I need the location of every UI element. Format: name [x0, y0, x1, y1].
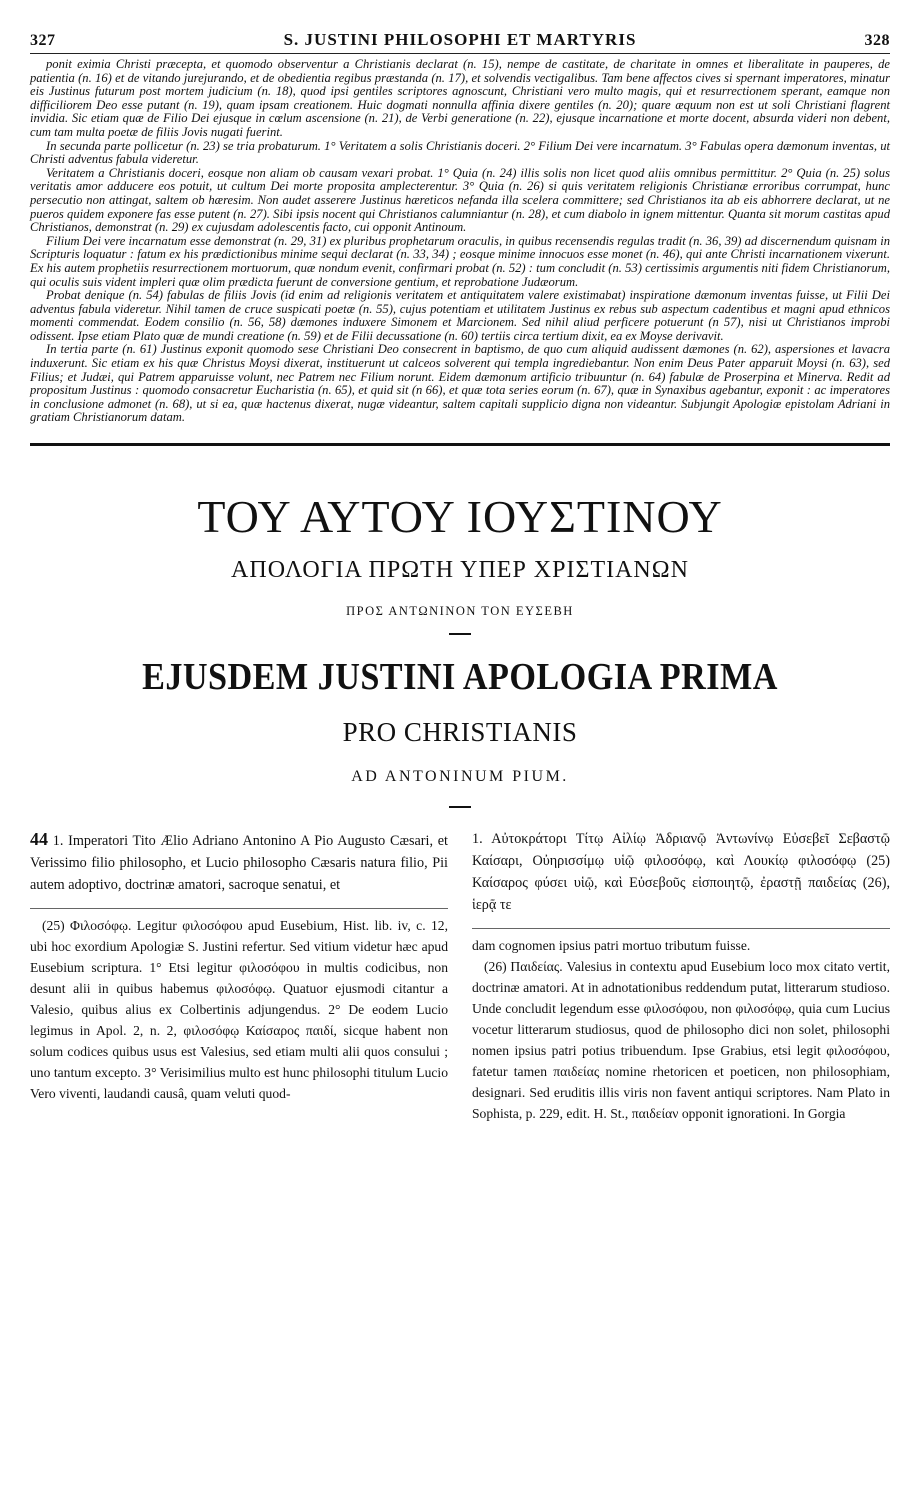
running-header [30, 30, 890, 54]
footnote-text: (26) Παιδείας. Valesius in contextu apud Eusebium loco mox citato vertit, doctrinæ amatori. At in adnotationibus reddendum putat, litterarum studioso. Unde concludit legendum esse φιλοσόφου, non φιλοσόφῳ, quia cum Lucius vocetur litterarum studiosus, quod de philosopho dici non solet, philosophi nomen ipsius patri potius tribuendum. Ipse Grabius, etsi legit φιλοσόφου, fatetur tamen παιδείας nomine rhetoricen et poeticen, non philosophiam, designari. Sed eruditis illis viris non favent antiqui scriptores. Nam Plato in Sophista, p. 229, edit. H. St., παιδείαν opponit ignorationi. In Gorgia [472, 959, 890, 1122]
greek-title: ΤΟΥ ΑΥΤΟΥ ΙΟΥΣΤΙΝΟΥ [197, 491, 723, 543]
footnote-26 [472, 935, 890, 1124]
latin-text-body: 1. Imperatori Tito Ælio Adriano Antonino A Pio Augusto Cæsari, et Verissimo filio philosopho, et Lucio philosopho Cæsaris natura filio, Pii autem adoptivo, doctrinæ amatori, sacroque senatui, et [30, 833, 448, 894]
greek-text: 1. Αὐτοκράτορι Τίτῳ Αἰλίῳ Ἀδριανῷ Ἀντωνίνῳ Εὐσεβεῖ Σεβαστῷ Καίσαρι, Οὐηρισσίμῳ υἱῷ φιλοσόφῳ, καὶ Λουκίῳ φιλοσόφῳ (25) Καίσαρος φύσει υἱῷ, καὶ Εὐσεβοῦς εἰσποιητῷ, ἐραστῇ παιδείας (26), ἱερᾷ τε [472, 831, 890, 914]
latin-text [30, 828, 448, 896]
summary-block [30, 58, 890, 425]
summary-paragraph: Probat denique (n. 54) fabulas de filiis Jovis (id enim ad religionis veritatem et antiquitatem valere existimabat) inspiratione dæmonum inventas fuisse, ut Filii Dei adventus fabula videretur. Nihil tamen de cruce suspicati poetæ (n. 55), cujus potentiam et utilitatem Justinus ex rebus sub aspectum cadentibus et magni apud ethnicos momenti commendat. Eodem consilio (n. 56, 58) dæmones induxere Simonem et Marcionem. Sed nihil aliud perficere potuerunt (n 57), nisi ut Christianos improbi odissent. Ipse etiam Plato quæ de mundi creatione (n. 59) et de Filii decussatione (n. 60) tertiis circa tertium dixit, ea ex Moyse derivavit. [30, 288, 890, 343]
title-block [30, 490, 890, 808]
summary-paragraph: In tertia parte (n. 61) Justinus exponit quomodo sese Christiani Deo consecrent in baptismo, de quo cum aliquid audissent dæmones (n. 62), aspersiones et lavacra induxerunt. Sic etiam ex his quæ Christus Moysi dixerat, instituerunt ut calceos solverent qui templa ingrediebantur. Non enim Deus Pater apparuit Moysi (n. 63), sed Filius; et Judæi, qui Patrem apparuisse volunt, nec Patrem nec Filium norunt. Eidem dæmonum artificio tribuuntur (n. 64) fabulæ de Proserpina et Minerva. Redit ad propositum Justinus : quomodo consacretur Eucharistia (n. 65), et quid sit (n 66), et quæ tota series eorum (n. 67), quæ in Synaxibus agebantur, exponit : ac imperatores in conclusione admonet (n. 68), ut si ea, quæ hactenus dixerat, nugæ videantur, saltem capitali supplicio digna non videantur. Subjungit Apologiæ epistolam Adriani in gratiam Christianorum datam. [30, 342, 890, 425]
latin-subtitle: PRO CHRISTIANIS [342, 717, 578, 748]
latin-title: EJUSDEM JUSTINI APOLOGIA PRIMA [142, 656, 778, 699]
footnote-text: (25) Φιλοσόφῳ. Legitur φιλοσόφου apud Eusebium, Hist. lib. iv, c. 12, ubi hoc exordium Apologiæ S. Justini refertur. Sed vitium videtur hæc apud Eusebium scriptura. 1° Etsi legitur φιλοσόφου in multis codicibus, non desunt alii in quibus habemus φιλοσόφῳ. Quatuor ejusmodi citantur a Valesio, quibus alius ex Colbertinis adjungendus. 2° De eodem Lucio legimus in Apol. 2, n. 2, φιλοσόφῳ Καίσαρος παιδί, sicque habent non solum codices quibus usus est Valesius, sed etiam multi alii quos consului ; uno tantum excepto. 3° Verisimilius multo est hunc philosophi titulum Lucio Vero viventi, laudandi causâ, quam veluti quod- [30, 918, 448, 1102]
summary-paragraph: In secunda parte pollicetur (n. 23) se tria probaturum. 1° Veritatem a solis Christianis doceri. 2° Filium Dei vere incarnatum. 3° Fabulas opera dæmonum inventas, ut Christi adventus fabula videretur. [30, 138, 890, 167]
latin-dedication: AD ANTONINUM PIUM. [351, 768, 569, 786]
greek-dedication: ΠΡΟΣ ΑΝΤΩΝΙΝΟΝ ΤΟΝ ΕΥΣΕΒΗ [346, 604, 574, 619]
footnote-rule [472, 928, 890, 929]
page [30, 30, 890, 1124]
summary-paragraph: ponit eximia Christi præcepta, et quomodo observentur a Christianis declarat (n. 15), nempe de castitate, de charitate in omnes et liberalitate in pauperes, de patientia (n. 16) et de vitando jurejurando, et de obedientia regibus præstanda (n. 17), et solvendis vectigalibus. Tam bene affectos cives si spernant imperatores, minatur eis Justinus futurum post mortem judicium (n. 18), quod ipsi gentiles scriptores agnoscunt, Christiani vero multo magis, qui et resurrectionem sperant, eamque non difficiliorem Deo esse putant (n. 19), quam ipsam creationem. Huic dogmati nonnulla affinia dixere gentiles (n. 20); quare æquum non est ut soli Christiani flagrent invidia. Sic etiam quæ de Filio Dei ejusque in cœlum ascensione (n. 21), de Verbi generatione (n. 22), ejusque incarnatione et morte docent, absurda videri non debent, cum tam multa poetæ de filiis Jovis nugati fuerint. [30, 57, 890, 139]
title-dash [449, 806, 471, 808]
summary-paragraph: Veritatem a Christianis doceri, eosque non aliam ob causam vexari probat. 1° Quia (n. 24) illis solis non licet quod aliis omnibus permittitur. 2° Quia (n. 25) solus veritatis amor adducere eos potuit, ut cultum Dei morte proposita amplecterentur. 3° Quia (n. 26) si quis veritatem religionis Christianæ erroribus corrumpat, hunc persecutio non attingat, saltem ob hæresim. Non audet asserere Justinus hæreticos nefanda illa scelera committere; sed Christianos ita ab eis abhorrere declarat, ut ne pueros quidem exponere fas esse putent (n. 27). Sibi ipsis nocent qui Christianos calumniantur (n. 28), et cum diabolo in ignem mittentur. Quanta sit morum castitas apud Christianos, demonstrat (n. 29) ex cujusdam adolescentis facto, cui opponit Antinoum. [30, 165, 890, 235]
two-column-body [30, 828, 890, 1124]
title-dash [449, 633, 471, 635]
running-title: S. JUSTINI PHILOSOPHI ET MARTYRIS [283, 30, 637, 49]
margin-number: 44 [30, 829, 48, 850]
page-number-right: 328 [864, 32, 890, 49]
greek-subtitle: ΑΠΟΛΟΓΙΑ ΠΡΩΤΗ ΥΠΕΡ ΧΡΙΣΤΙΑΝΩΝ [231, 557, 689, 584]
right-column-greek [472, 828, 890, 1124]
summary-paragraph: Filium Dei vere incarnatum esse demonstrat (n. 29, 31) ex pluribus prophetarum oraculis, in quibus recensendis regulas tradit (n. 36, 39) ad discernendum quisnam in Scripturis loquatur : fatum ex his prædictionibus minime sequi declarat (n. 33, 34) ; eosque minime innocuos esse monet (n. 46), qui ante Christi incarnationem vixerunt. Ex his autem prophetiis resurrectionem mortuorum, quæ nondum evenit, confirmari probat (n. 52) : tum concludit (n. 53) certissimis argumentis niti fidem Christianorum, qui oculis suis vident impleri quæ olim prædicta fuerunt de conversione gentium, et reprobatione Judæorum. [30, 233, 890, 289]
footnote-rule [30, 908, 448, 909]
footnote-25 [30, 915, 448, 1104]
section-divider [30, 443, 890, 446]
page-number-left: 327 [30, 32, 56, 49]
left-column-latin [30, 828, 448, 1124]
footnote-continuation: dam cognomen ipsius patri mortuo tributum fuisse. [472, 938, 751, 954]
